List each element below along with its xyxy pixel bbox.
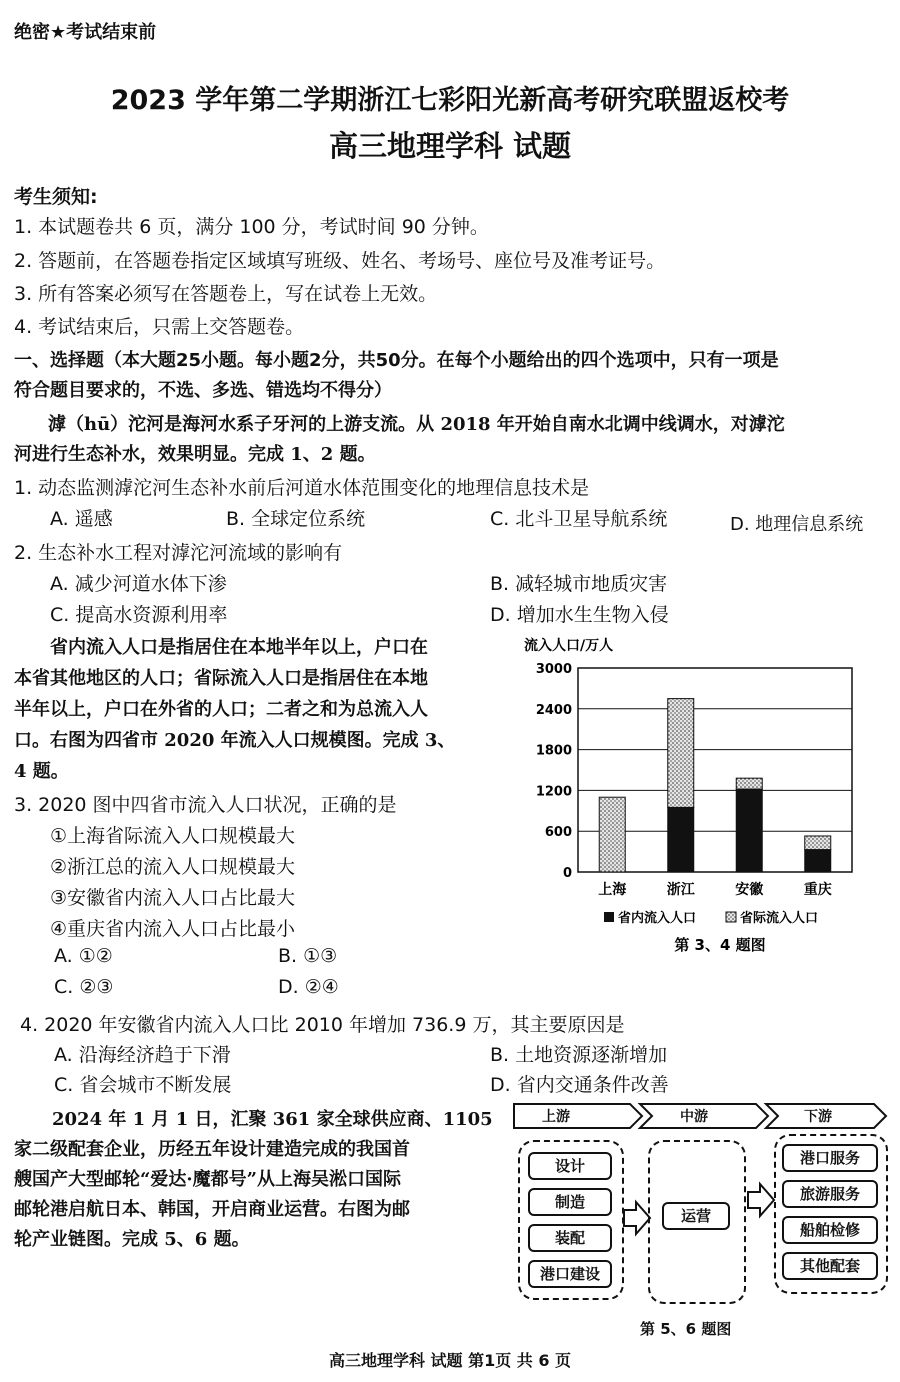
question-4-option-b: B. 土地资源逐渐增加 <box>490 1044 668 1066</box>
upstream-banner <box>514 1104 642 1128</box>
chart-bar-intra <box>805 850 831 872</box>
passage-1-cont: 河进行生态补水，效果明显。完成 1、2 题。 <box>14 444 376 465</box>
question-3-option-d: D. ②④ <box>278 976 339 998</box>
legend-swatch-intra <box>604 912 614 922</box>
downstream-item-tourism-service: 旅游服务 <box>782 1180 878 1208</box>
notice-heading: 考生须知: <box>14 186 98 208</box>
passage-1: 滹（hū）沱河是海河水系子牙河的上游支流。从 2018 年开始自南水北调中线调水，对滹沱 <box>48 414 785 435</box>
legend-label-intra: 省内流入人口 <box>618 911 697 926</box>
midstream-label: 中游 <box>680 1109 708 1125</box>
question-3-stem: 3. 2020 图中四省市流入人口状况，正确的是 <box>14 794 397 816</box>
question-1-option-c: C. 北斗卫星导航系统 <box>490 508 668 530</box>
question-2-option-a: A. 减少河道水体下渗 <box>50 573 227 595</box>
passage-2-line: 口。右图为四省市 2020 年流入人口规模图。完成 3、 <box>14 730 456 751</box>
chart-y-tick-label: 2400 <box>535 702 572 718</box>
chart-y-tick-label: 0 <box>562 866 572 881</box>
question-2-option-c: C. 提高水资源利用率 <box>50 604 228 626</box>
notice-item: 4. 考试结束后，只需上交答题卷。 <box>14 316 305 338</box>
upstream-item-assembly: 装配 <box>528 1224 612 1252</box>
chart-x-tick-label: 安徽 <box>735 882 764 898</box>
chart-bar-inter <box>599 797 625 872</box>
question-3-statement-2: ②浙江总的流入人口规模最大 <box>50 856 296 878</box>
page-footer: 高三地理学科 试题 第1页 共 6 页 <box>328 1351 572 1370</box>
upstream-item-port-construction: 港口建设 <box>528 1260 612 1288</box>
chart-caption: 第 3、4 题图 <box>674 936 766 954</box>
notice-item: 3. 所有答案必须写在答题卷上，写在试卷上无效。 <box>14 283 438 305</box>
section-heading-cont: 符合题目要求的，不选、多选、错选均不得分） <box>14 380 392 401</box>
passage-2-line: 本省其他地区的人口；省际流入人口是指居住在本地 <box>14 668 428 689</box>
question-1-option-a: A. 遥感 <box>50 508 113 530</box>
chart-y-tick-label: 1200 <box>535 784 572 800</box>
question-3-statement-3: ③安徽省内流入人口占比最大 <box>50 887 296 909</box>
chart-x-tick-label: 上海 <box>598 882 627 898</box>
exam-title: 2023 学年第二学期浙江七彩阳光新高考研究联盟返校考 <box>110 85 790 116</box>
passage-2-line: 半年以上，户口在外省的人口；二者之和为总流入人 <box>14 699 428 720</box>
passage-2: 省内流入人口是指居住在本地半年以上，户口在 <box>50 637 428 658</box>
population-chart-svg <box>520 630 900 960</box>
arrow-mid-to-down <box>748 1184 774 1216</box>
question-3-statement-1: ①上海省际流入人口规模最大 <box>50 825 296 847</box>
chart-y-axis-label: 流入人口/万人 <box>524 638 614 654</box>
chart-y-tick-label: 600 <box>544 825 572 841</box>
question-1-option-b: B. 全球定位系统 <box>226 508 366 530</box>
question-3-option-a: A. ①② <box>54 945 113 967</box>
question-3-option-b: B. ①③ <box>278 945 338 967</box>
question-3-option-c: C. ②③ <box>54 976 114 998</box>
upstream-item-manufacture: 制造 <box>528 1188 612 1216</box>
question-2-option-d: D. 增加水生生物入侵 <box>490 604 669 626</box>
chart-bar-inter <box>805 836 831 850</box>
population-chart <box>520 630 900 960</box>
chart-y-tick-label: 1800 <box>535 743 572 759</box>
upstream-label: 上游 <box>542 1109 570 1125</box>
legend-swatch-inter <box>726 912 736 922</box>
chart-x-tick-label: 重庆 <box>803 882 832 898</box>
notice-item: 2. 答题前，在答题卷指定区域填写班级、姓名、考场号、座位号及准考证号。 <box>14 250 666 272</box>
passage-3-line: 家二级配套企业，历经五年设计建造完成的我国首 <box>14 1139 410 1160</box>
passage-2-line: 4 题。 <box>14 761 69 782</box>
secret-label: 绝密★考试结束前 <box>14 22 157 43</box>
cruise-industry-chain-diagram <box>512 1096 896 1346</box>
chart-bar-inter <box>736 778 762 789</box>
question-2-stem: 2. 生态补水工程对滹沱河流域的影响有 <box>14 542 343 564</box>
question-1-stem: 1. 动态监测滹沱河生态补水前后河道水体范围变化的地理信息技术是 <box>14 477 590 499</box>
legend-label-inter: 省际流入人口 <box>740 911 819 926</box>
passage-3-line: 轮产业链图。完成 5、6 题。 <box>14 1229 250 1250</box>
chart-bar-inter <box>668 699 694 808</box>
question-3-statement-4: ④重庆省内流入人口占比最小 <box>50 918 296 940</box>
question-4-option-c: C. 省会城市不断发展 <box>54 1074 232 1096</box>
passage-3-line: 邮轮港启航日本、韩国，开启商业运营。右图为邮 <box>14 1199 410 1220</box>
chart-y-tick-label: 3000 <box>535 662 572 677</box>
passage-3: 2024 年 1 月 1 日，汇聚 361 家全球供应商、1105 <box>52 1109 493 1130</box>
notice-item: 1. 本试题卷共 6 页，满分 100 分，考试时间 90 分钟。 <box>14 216 489 238</box>
question-4-option-a: A. 沿海经济趋于下滑 <box>54 1044 231 1066</box>
exam-subtitle: 高三地理学科 试题 <box>328 129 572 163</box>
chart-x-tick-label: 浙江 <box>666 882 695 898</box>
passage-3-line: 艘国产大型邮轮“爱达·魔都号”从上海吴淞口国际 <box>14 1169 401 1190</box>
question-2-option-b: B. 减轻城市地质灾害 <box>490 573 668 595</box>
downstream-item-other-support: 其他配套 <box>782 1252 878 1280</box>
downstream-item-port-service: 港口服务 <box>782 1144 878 1172</box>
chart-bar-intra <box>736 789 762 872</box>
arrow-up-to-mid <box>624 1202 650 1234</box>
question-1-option-d: D. 地理信息系统 <box>730 514 864 535</box>
downstream-item-ship-maintenance: 船舶检修 <box>782 1216 878 1244</box>
question-4-stem: 4. 2020 年安徽省内流入人口比 2010 年增加 736.9 万，其主要原因是 <box>20 1014 625 1036</box>
flow-caption: 第 5、6 题图 <box>640 1320 732 1338</box>
chart-bar-intra <box>668 807 694 872</box>
section-heading: 一、选择题（本大题25小题。每小题2分，共50分。在每个小题给出的四个选项中，只有一项是 <box>14 350 779 371</box>
midstream-item-operation: 运营 <box>662 1202 730 1230</box>
upstream-item-design: 设计 <box>528 1152 612 1180</box>
question-4-option-d: D. 省内交通条件改善 <box>490 1074 669 1096</box>
downstream-label: 下游 <box>804 1109 832 1125</box>
